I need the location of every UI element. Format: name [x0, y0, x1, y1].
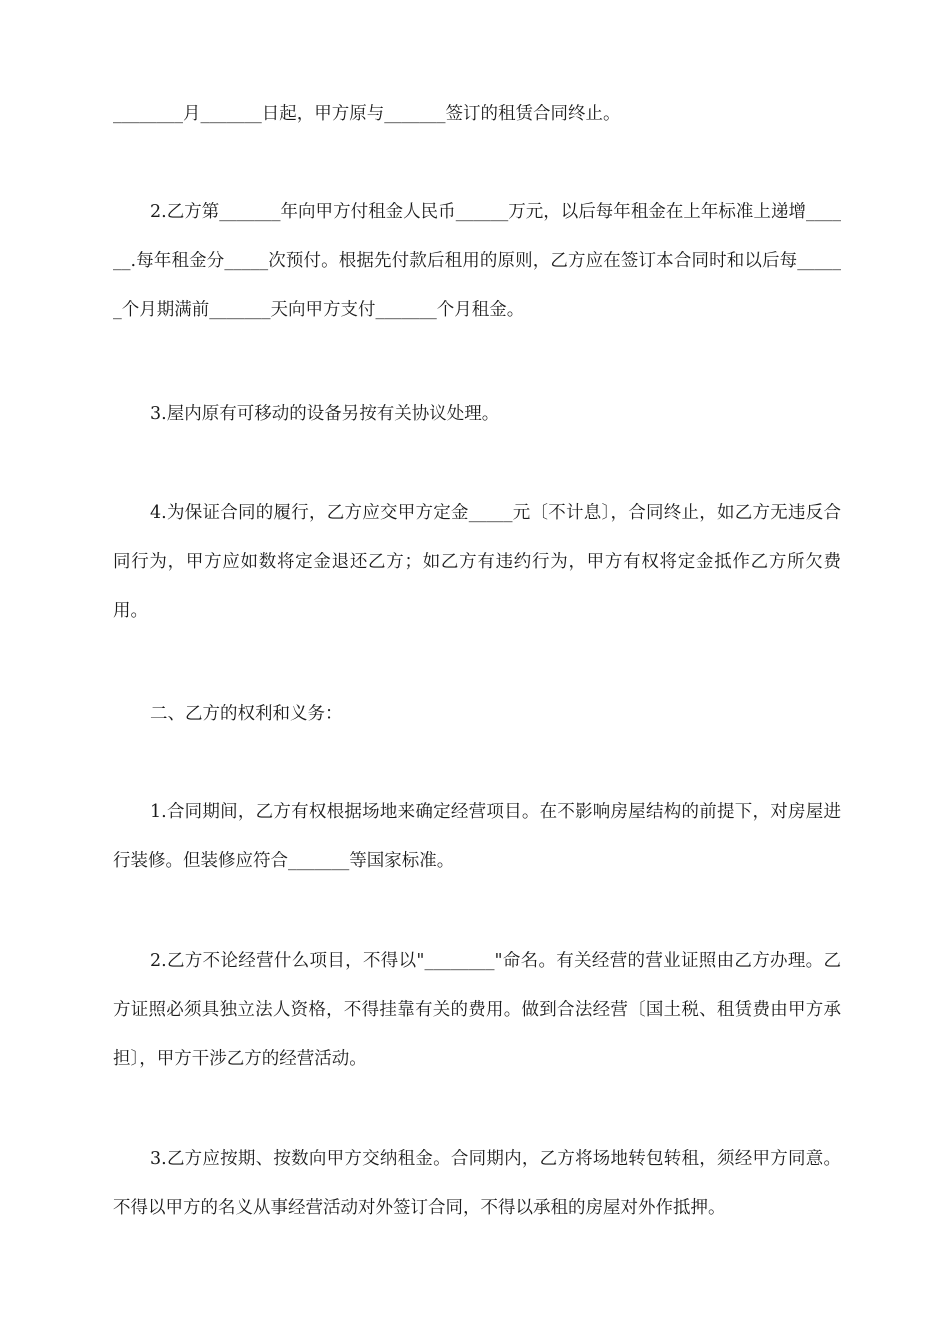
paragraph-rent-payment: 2.乙方第_______年向甲方付租金人民币______万元，以后每年租金在上年标准上递增______.每年租金分_____次预付。根据先付款后租用的原则，乙方应在签订本合同时和以后每______个月期满前_______天向甲方支付_______个月租金。: [113, 202, 841, 320]
paragraph-movable-equipment: 3.屋内原有可移动的设备另按有关协议处理。: [150, 404, 500, 424]
section-heading-tenant-rights: 二、乙方的权利和义务：: [150, 704, 343, 724]
paragraph-contract-termination: ________月_______日起，甲方原与_______签订的租赁合同终止。: [113, 104, 621, 124]
paragraph-rent-and-sublet: 3.乙方应按期、按数向甲方交纳租金。合同期内，乙方将场地转包转租，须经甲方同意。不得以甲方的名义从事经营活动对外签订合同，不得以承租的房屋对外作抵押。: [113, 1149, 841, 1218]
paragraph-business-and-renovation: 1.合同期间，乙方有权根据场地来确定经营项目。在不影响房屋结构的前提下，对房屋进行装修。但装修应符合_______等国家标准。: [113, 802, 841, 871]
paragraph-deposit: 4.为保证合同的履行，乙方应交甲方定金_____元〔不计息〕，合同终止，如乙方无违反合同行为，甲方应如数将定金退还乙方；如乙方有违约行为，甲方有权将定金抵作乙方所欠费用。: [113, 503, 841, 621]
paragraph-naming-and-licenses: 2.乙方不论经营什么项目，不得以"________"命名。有关经营的营业证照由乙方办理。乙方证照必须具独立法人资格，不得挂靠有关的费用。做到合法经营〔国土税、租赁费由甲方承担〕，甲方干涉乙方的经营活动。: [113, 951, 841, 1069]
